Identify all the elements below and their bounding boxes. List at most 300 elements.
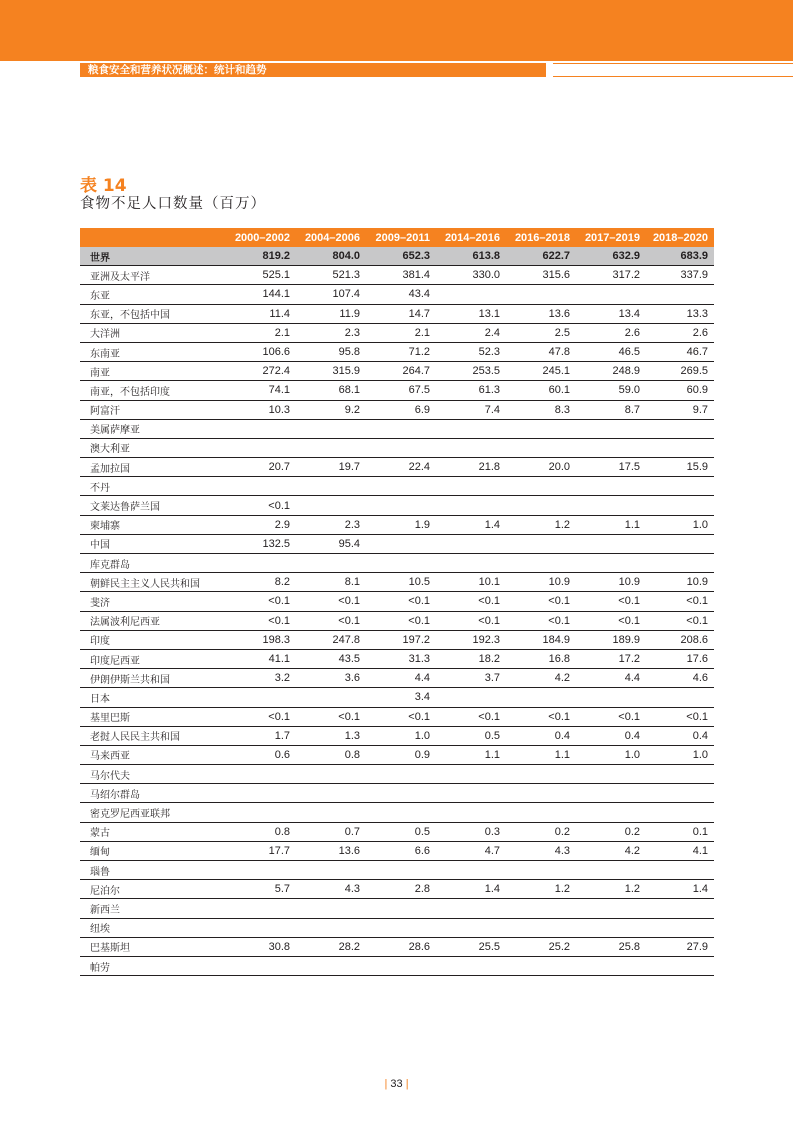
value-cell: 10.3: [226, 400, 296, 419]
value-cell: [576, 918, 646, 937]
row-label: 蒙古: [80, 822, 226, 841]
row-label: 瑙鲁: [80, 861, 226, 880]
value-cell: <0.1: [366, 611, 436, 630]
value-cell: 8.2: [226, 573, 296, 592]
value-cell: [366, 534, 436, 553]
value-cell: [646, 956, 714, 975]
table-row: [80, 438, 714, 457]
row-label: 澳大利亚: [80, 438, 226, 457]
value-cell: 18.2: [436, 649, 506, 668]
row-label: 阿富汗: [80, 400, 226, 419]
table-row: [80, 381, 714, 400]
value-cell: [366, 784, 436, 803]
value-cell: 525.1: [226, 266, 296, 285]
value-cell: [646, 899, 714, 918]
value-cell: 272.4: [226, 362, 296, 381]
value-cell: <0.1: [226, 496, 296, 515]
value-cell: 330.0: [436, 266, 506, 285]
table-row: [80, 841, 714, 860]
value-cell: 60.9: [646, 381, 714, 400]
row-label: 巴基斯坦: [80, 937, 226, 956]
value-cell: [646, 784, 714, 803]
value-cell: 2.3: [296, 515, 366, 534]
value-cell: 4.2: [576, 841, 646, 860]
value-cell: 25.2: [506, 937, 576, 956]
value-cell: [226, 477, 296, 496]
value-cell: 3.6: [296, 669, 366, 688]
value-cell: 19.7: [296, 458, 366, 477]
table-row: [80, 630, 714, 649]
value-cell: 43.5: [296, 649, 366, 668]
value-cell: [436, 899, 506, 918]
row-label: 东亚，不包括中国: [80, 304, 226, 323]
value-cell: [506, 285, 576, 304]
value-cell: 4.4: [366, 669, 436, 688]
value-cell: [436, 419, 506, 438]
value-cell: 10.9: [506, 573, 576, 592]
value-cell: 3.2: [226, 669, 296, 688]
value-cell: [366, 956, 436, 975]
value-cell: 1.1: [436, 745, 506, 764]
value-cell: 17.5: [576, 458, 646, 477]
value-cell: [576, 803, 646, 822]
value-cell: <0.1: [366, 592, 436, 611]
value-cell: [576, 534, 646, 553]
row-label: 马绍尔群岛: [80, 784, 226, 803]
value-cell: 31.3: [366, 649, 436, 668]
value-cell: 1.9: [366, 515, 436, 534]
value-cell: 622.7: [506, 247, 576, 266]
row-label: 南亚，不包括印度: [80, 381, 226, 400]
value-cell: [436, 438, 506, 457]
page-number-pipe-right: |: [405, 1078, 409, 1090]
value-cell: 1.1: [506, 745, 576, 764]
table-row: [80, 573, 714, 592]
value-cell: [296, 438, 366, 457]
value-cell: 22.4: [366, 458, 436, 477]
value-cell: 1.4: [646, 880, 714, 899]
value-cell: [646, 419, 714, 438]
value-cell: [576, 554, 646, 573]
value-cell: [436, 477, 506, 496]
value-cell: [506, 803, 576, 822]
value-cell: 247.8: [296, 630, 366, 649]
table-row: [80, 400, 714, 419]
value-cell: <0.1: [226, 611, 296, 630]
table-row: [80, 937, 714, 956]
value-cell: [646, 765, 714, 784]
value-cell: 0.8: [296, 745, 366, 764]
value-cell: 317.2: [576, 266, 646, 285]
value-cell: [366, 765, 436, 784]
value-cell: [226, 419, 296, 438]
page-number-value: 33: [390, 1078, 403, 1090]
value-cell: [576, 688, 646, 707]
value-cell: [646, 496, 714, 515]
value-cell: <0.1: [296, 592, 366, 611]
value-cell: [646, 438, 714, 457]
table-row: [80, 247, 714, 266]
value-cell: <0.1: [296, 707, 366, 726]
value-cell: 8.3: [506, 400, 576, 419]
value-cell: <0.1: [506, 707, 576, 726]
table-number: 表 14: [80, 176, 127, 196]
value-cell: 0.9: [366, 745, 436, 764]
column-header: 2009–2011: [366, 228, 436, 247]
value-cell: 1.0: [646, 515, 714, 534]
table-row: [80, 918, 714, 937]
value-cell: 10.9: [576, 573, 646, 592]
value-cell: [226, 438, 296, 457]
value-cell: 74.1: [226, 381, 296, 400]
value-cell: 16.8: [506, 649, 576, 668]
row-label: 南亚: [80, 362, 226, 381]
value-cell: [296, 803, 366, 822]
value-cell: 2.8: [366, 880, 436, 899]
value-cell: 198.3: [226, 630, 296, 649]
value-cell: [296, 784, 366, 803]
value-cell: 613.8: [436, 247, 506, 266]
value-cell: 4.2: [506, 669, 576, 688]
value-cell: 4.1: [646, 841, 714, 860]
value-cell: 13.1: [436, 304, 506, 323]
value-cell: 0.5: [366, 822, 436, 841]
value-cell: 95.8: [296, 342, 366, 361]
value-cell: 245.1: [506, 362, 576, 381]
value-cell: 819.2: [226, 247, 296, 266]
value-cell: 10.1: [436, 573, 506, 592]
value-cell: [506, 765, 576, 784]
value-cell: [226, 784, 296, 803]
value-cell: 2.4: [436, 323, 506, 342]
value-cell: [436, 688, 506, 707]
value-cell: [366, 554, 436, 573]
value-cell: 253.5: [436, 362, 506, 381]
value-cell: [226, 803, 296, 822]
value-cell: 21.8: [436, 458, 506, 477]
table-row: [80, 745, 714, 764]
table-row: [80, 726, 714, 745]
value-cell: 8.1: [296, 573, 366, 592]
value-cell: 61.3: [436, 381, 506, 400]
value-cell: <0.1: [646, 611, 714, 630]
value-cell: 315.9: [296, 362, 366, 381]
table-row: [80, 266, 714, 285]
row-label: 斐济: [80, 592, 226, 611]
value-cell: 41.1: [226, 649, 296, 668]
value-cell: 1.2: [576, 880, 646, 899]
value-cell: [226, 554, 296, 573]
value-cell: [226, 688, 296, 707]
value-cell: <0.1: [436, 611, 506, 630]
value-cell: 1.4: [436, 515, 506, 534]
value-cell: 68.1: [296, 381, 366, 400]
row-label: 不丹: [80, 477, 226, 496]
row-label: 新西兰: [80, 899, 226, 918]
table-row: [80, 611, 714, 630]
value-cell: 315.6: [506, 266, 576, 285]
value-cell: [436, 554, 506, 573]
value-cell: 132.5: [226, 534, 296, 553]
row-label: 老挝人民民主共和国: [80, 726, 226, 745]
value-cell: 13.6: [296, 841, 366, 860]
row-label: 朝鲜民主主义人民共和国: [80, 573, 226, 592]
value-cell: 337.9: [646, 266, 714, 285]
value-cell: [366, 899, 436, 918]
value-cell: [506, 496, 576, 515]
table-row: [80, 899, 714, 918]
table-row: [80, 803, 714, 822]
row-label: 美属萨摩亚: [80, 419, 226, 438]
value-cell: 46.7: [646, 342, 714, 361]
table-row: [80, 784, 714, 803]
value-cell: [576, 861, 646, 880]
table-row: [80, 515, 714, 534]
value-cell: 0.1: [646, 822, 714, 841]
value-cell: 47.8: [506, 342, 576, 361]
row-label: 马来西亚: [80, 745, 226, 764]
table-row: [80, 765, 714, 784]
value-cell: [296, 899, 366, 918]
value-cell: [436, 285, 506, 304]
value-cell: 632.9: [576, 247, 646, 266]
value-cell: 0.6: [226, 745, 296, 764]
table-row: [80, 592, 714, 611]
value-cell: <0.1: [646, 592, 714, 611]
row-label: 密克罗尼西亚联邦: [80, 803, 226, 822]
value-cell: 2.9: [226, 515, 296, 534]
value-cell: 9.7: [646, 400, 714, 419]
value-cell: <0.1: [296, 611, 366, 630]
value-cell: [506, 784, 576, 803]
table-row: [80, 554, 714, 573]
value-cell: 208.6: [646, 630, 714, 649]
value-cell: 184.9: [506, 630, 576, 649]
value-cell: 4.6: [646, 669, 714, 688]
table-row: [80, 861, 714, 880]
value-cell: 0.4: [506, 726, 576, 745]
value-cell: 20.0: [506, 458, 576, 477]
row-label: 亚洲及太平洋: [80, 266, 226, 285]
value-cell: 1.1: [576, 515, 646, 534]
value-cell: <0.1: [366, 707, 436, 726]
table-row: [80, 362, 714, 381]
value-cell: <0.1: [226, 592, 296, 611]
value-cell: 27.9: [646, 937, 714, 956]
table-row: [80, 707, 714, 726]
table-body: [80, 247, 714, 976]
table-row: [80, 649, 714, 668]
value-cell: [646, 918, 714, 937]
row-label: 东亚: [80, 285, 226, 304]
row-label: 孟加拉国: [80, 458, 226, 477]
value-cell: [436, 861, 506, 880]
value-cell: [436, 784, 506, 803]
value-cell: [436, 956, 506, 975]
value-cell: 0.3: [436, 822, 506, 841]
value-cell: 106.6: [226, 342, 296, 361]
value-cell: [506, 477, 576, 496]
value-cell: [226, 899, 296, 918]
value-cell: [296, 765, 366, 784]
value-cell: [506, 861, 576, 880]
value-cell: 652.3: [366, 247, 436, 266]
value-cell: 52.3: [436, 342, 506, 361]
value-cell: 10.5: [366, 573, 436, 592]
table-row: [80, 323, 714, 342]
value-cell: 6.9: [366, 400, 436, 419]
value-cell: [226, 765, 296, 784]
value-cell: 11.4: [226, 304, 296, 323]
value-cell: [296, 688, 366, 707]
value-cell: <0.1: [506, 611, 576, 630]
value-cell: 264.7: [366, 362, 436, 381]
value-cell: 2.3: [296, 323, 366, 342]
value-cell: [296, 956, 366, 975]
value-cell: 46.5: [576, 342, 646, 361]
value-cell: [506, 554, 576, 573]
top-color-band: [0, 0, 793, 61]
value-cell: 4.3: [296, 880, 366, 899]
value-cell: 107.4: [296, 285, 366, 304]
row-label: 缅甸: [80, 841, 226, 860]
value-cell: <0.1: [436, 592, 506, 611]
value-cell: 17.6: [646, 649, 714, 668]
row-label: 东南亚: [80, 342, 226, 361]
value-cell: [646, 554, 714, 573]
value-cell: [576, 477, 646, 496]
value-cell: 20.7: [226, 458, 296, 477]
column-header: 2000–2002: [226, 228, 296, 247]
value-cell: 3.7: [436, 669, 506, 688]
value-cell: [366, 803, 436, 822]
value-cell: 1.3: [296, 726, 366, 745]
value-cell: <0.1: [646, 707, 714, 726]
value-cell: [296, 554, 366, 573]
value-cell: [576, 784, 646, 803]
value-cell: [576, 956, 646, 975]
value-cell: 67.5: [366, 381, 436, 400]
value-cell: 13.4: [576, 304, 646, 323]
column-header: 2018–2020: [646, 228, 714, 247]
value-cell: 2.1: [226, 323, 296, 342]
value-cell: [506, 899, 576, 918]
value-cell: 25.8: [576, 937, 646, 956]
data-table: [80, 228, 714, 976]
running-header-rule: [553, 63, 793, 77]
row-label: 法属波利尼西亚: [80, 611, 226, 630]
header-label-cell: [80, 228, 226, 247]
value-cell: [366, 438, 436, 457]
row-label: 伊朗伊斯兰共和国: [80, 669, 226, 688]
running-header: 粮食安全和营养状况概述：统计和趋势: [80, 63, 546, 77]
value-cell: [576, 285, 646, 304]
value-cell: 7.4: [436, 400, 506, 419]
value-cell: [506, 688, 576, 707]
value-cell: 95.4: [296, 534, 366, 553]
value-cell: 0.7: [296, 822, 366, 841]
value-cell: 11.9: [296, 304, 366, 323]
row-label: 中国: [80, 534, 226, 553]
value-cell: [576, 899, 646, 918]
row-label: 印度: [80, 630, 226, 649]
value-cell: [366, 861, 436, 880]
value-cell: 197.2: [366, 630, 436, 649]
value-cell: <0.1: [576, 611, 646, 630]
value-cell: [506, 918, 576, 937]
table-title: 食物不足人口数量（百万）: [80, 196, 266, 212]
row-label: 帕劳: [80, 956, 226, 975]
value-cell: <0.1: [506, 592, 576, 611]
value-cell: 5.7: [226, 880, 296, 899]
value-cell: [226, 861, 296, 880]
value-cell: 4.7: [436, 841, 506, 860]
row-label: 马尔代夫: [80, 765, 226, 784]
value-cell: 15.9: [646, 458, 714, 477]
value-cell: [436, 496, 506, 515]
row-label: 大洋洲: [80, 323, 226, 342]
table-row: [80, 304, 714, 323]
row-label: 文莱达鲁萨兰国: [80, 496, 226, 515]
value-cell: [506, 419, 576, 438]
value-cell: [576, 438, 646, 457]
column-header: 2014–2016: [436, 228, 506, 247]
value-cell: [506, 438, 576, 457]
value-cell: <0.1: [576, 592, 646, 611]
value-cell: 0.2: [506, 822, 576, 841]
value-cell: [226, 956, 296, 975]
value-cell: [296, 496, 366, 515]
value-cell: 71.2: [366, 342, 436, 361]
table-row: [80, 880, 714, 899]
page-number-pipe-left: |: [384, 1078, 388, 1090]
column-header: 2017–2019: [576, 228, 646, 247]
value-cell: [436, 765, 506, 784]
value-cell: 1.2: [506, 880, 576, 899]
value-cell: [366, 918, 436, 937]
value-cell: 30.8: [226, 937, 296, 956]
value-cell: 6.6: [366, 841, 436, 860]
table-header-row: [80, 228, 714, 247]
table-row: [80, 688, 714, 707]
value-cell: 2.6: [646, 323, 714, 342]
table-row: [80, 458, 714, 477]
value-cell: 13.3: [646, 304, 714, 323]
value-cell: [646, 861, 714, 880]
value-cell: 17.7: [226, 841, 296, 860]
table-row: [80, 496, 714, 515]
value-cell: <0.1: [226, 707, 296, 726]
value-cell: [436, 803, 506, 822]
row-label: 日本: [80, 688, 226, 707]
row-label: 库克群岛: [80, 554, 226, 573]
row-label: 纽埃: [80, 918, 226, 937]
column-header: 2016–2018: [506, 228, 576, 247]
value-cell: 1.2: [506, 515, 576, 534]
value-cell: 1.0: [646, 745, 714, 764]
value-cell: [576, 496, 646, 515]
table-row: [80, 669, 714, 688]
table-row: [80, 956, 714, 975]
value-cell: [646, 534, 714, 553]
value-cell: 2.6: [576, 323, 646, 342]
value-cell: 1.0: [366, 726, 436, 745]
value-cell: 4.3: [506, 841, 576, 860]
value-cell: 0.8: [226, 822, 296, 841]
value-cell: [646, 803, 714, 822]
value-cell: 28.2: [296, 937, 366, 956]
row-label: 基里巴斯: [80, 707, 226, 726]
